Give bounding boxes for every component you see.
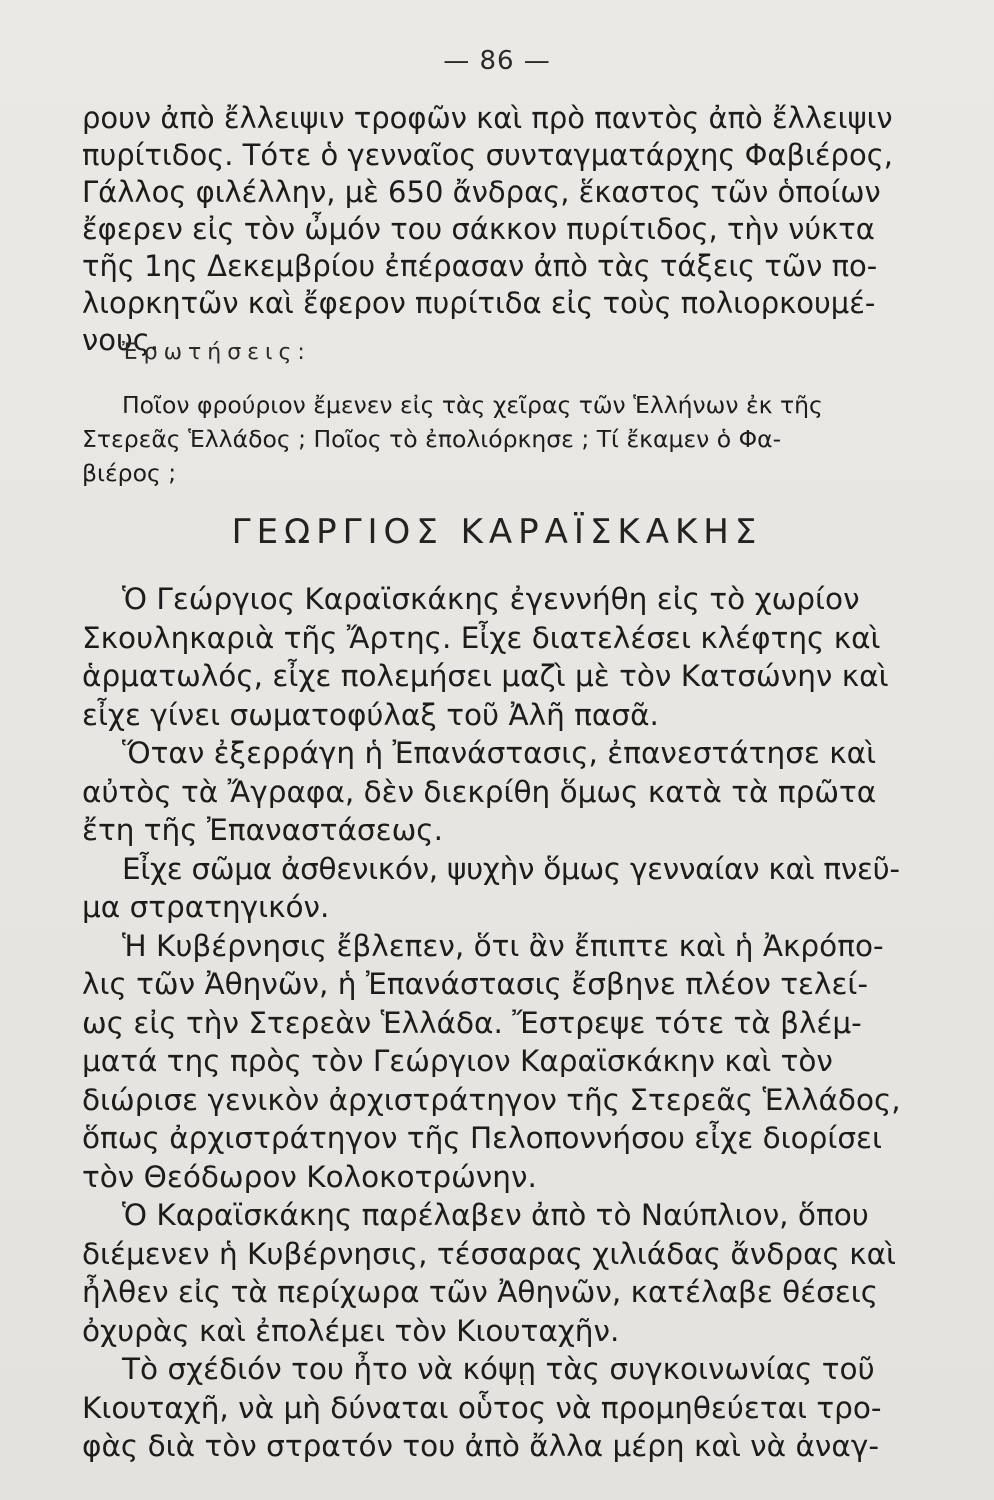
section-title: ΓΕΩΡΓΙΟΣ ΚΑΡΑΪΣΚΑΚΗΣ [231, 512, 763, 552]
text-line: νους. [82, 323, 159, 357]
question-line: Ποῖον φρούριον ἔμενεν εἰς τὰς χεῖρας τῶν Ἑλλήνων ἐκ τῆς [122, 391, 823, 419]
body-line: ἦλθεν εἰς τὰ περίχωρα τῶν Ἀθηνῶν, κατέλαβε θέσεις [82, 1275, 879, 1309]
body-line: φὰς διὰ τὸν στρατόν του ἀπὸ ἄλλα μέρη καὶ νὰ ἀναγ- [82, 1429, 879, 1463]
question-line: βιέρος ; [82, 459, 177, 487]
body-line: Σκουληκαριὰ τῆς Ἄρτης. Εἶχε διατελέσει κλέφτης καὶ [82, 620, 881, 655]
body-line: λις τῶν Ἀθηνῶν, ἡ Ἐπανάστασις ἔσβηνε πλέον τελεί- [82, 967, 869, 1001]
body-line: ὅπως ἀρχιστράτηγον τῆς Πελοποννήσου εἶχε διορίσει [82, 1121, 882, 1155]
text-line: ρουν ἀπὸ ἔλλειψιν τροφῶν καὶ πρὸ παντὸς ἀπὸ ἔλλειψιν [82, 101, 893, 135]
body-line: διέμενεν ἡ Κυβέρνησις, τέσσαρας χιλιάδας ἄνδρας καὶ [82, 1236, 897, 1271]
body-line: τὸν Θεόδωρον Κολοκοτρώνην. [82, 1159, 537, 1194]
body-line: ἔτη τῆς Ἐπαναστάσεως. [82, 813, 443, 847]
body-line: Ὅταν ἐξερράγη ἡ Ἐπανάστασις, ἐπανεστάτησε καὶ [122, 736, 877, 770]
body-line: διώρισε γενικὸν ἀρχιστράτηγον τῆς Στερεᾶς Ἑλλάδος, [82, 1082, 901, 1117]
body-line: ως εἰς τὴν Στερεὰν Ἑλλάδα. Ἔστρεψε τότε τὰ βλέμ- [82, 1005, 862, 1040]
questions-paragraph [82, 388, 912, 490]
text-line: λιορκητῶν καὶ ἔφερον πυρίτιδα εἰς τοὺς πολιορκουμέ- [82, 286, 876, 320]
body-line: Ὁ Καραϊσκάκης παρέλαβεν ἀπὸ τὸ Ναύπλιον, ὅπου [122, 1198, 869, 1232]
body-line: Ἡ Κυβέρνησις ἔβλεπεν, ὅτι ἂν ἔπιπτε καὶ ἡ Ἀκρόπο- [122, 928, 884, 963]
body-line: Ὁ Γεώργιος Καραϊσκάκης ἐγεννήθη εἰς τὸ χωρίον [122, 582, 860, 616]
text-line: πυρίτιδος. Τότε ὁ γενναῖος συνταγματάρχης Φαβιέρος, [82, 138, 893, 172]
question-line: Στερεᾶς Ἑλλάδος ; Ποῖος τὸ ἐπολιόρκησε ; Τί ἔκαμεν ὁ Φα- [82, 425, 782, 453]
text-line: τῆς 1ης Δεκεμβρίου ἐπέρασαν ἀπὸ τὰς τάξεις τῶν πο- [82, 249, 878, 283]
text-line: ἔφερεν εἰς τὸν ὦμόν του σάκκον πυρίτιδος, τὴν νύκτα [82, 212, 875, 246]
body-line: Κιουταχῆ, νὰ μὴ δύναται οὗτος νὰ προμηθεύεται τρο- [82, 1390, 882, 1425]
body-line: ματά της πρὸς τὸν Γεώργιον Καραϊσκάκην καὶ τὸν [82, 1044, 833, 1078]
body-line: ὀχυρὰς καὶ ἐπολέμει τὸν Κιουταχῆν. [82, 1313, 620, 1348]
body-line: Τὸ σχέδιόν του ἦτο νὰ κόψῃ τὰς συγκοινωνίας τοῦ [122, 1352, 875, 1386]
top-paragraph [82, 100, 912, 359]
body-line: αὐτὸς τὰ Ἄγραφα, δὲν διεκρίθη ὅμως κατὰ τὰ πρῶτα [82, 774, 877, 809]
body-line: εἶχε γίνει σωματοφύλαξ τοῦ Ἀλῆ πασᾶ. [82, 697, 659, 732]
body-line: μα στρατηγικόν. [82, 890, 330, 924]
page-number: — 86 — [443, 46, 551, 76]
body-line: Εἶχε σῶμα ἀσθενικόν, ψυχὴν ὅμως γενναίαν καὶ πνεῦ- [122, 851, 900, 886]
body-line: ἁρματωλός, εἶχε πολεμήσει μαζὶ μὲ τὸν Κατσώνην καὶ [82, 659, 889, 693]
text-line: Γάλλος φιλέλλην, μὲ 650 ἄνδρας, ἕκαστος τῶν ὁποίων [82, 175, 881, 209]
main-text [82, 580, 912, 1466]
questions-heading: Ἐρωτήσεις: [122, 340, 311, 365]
